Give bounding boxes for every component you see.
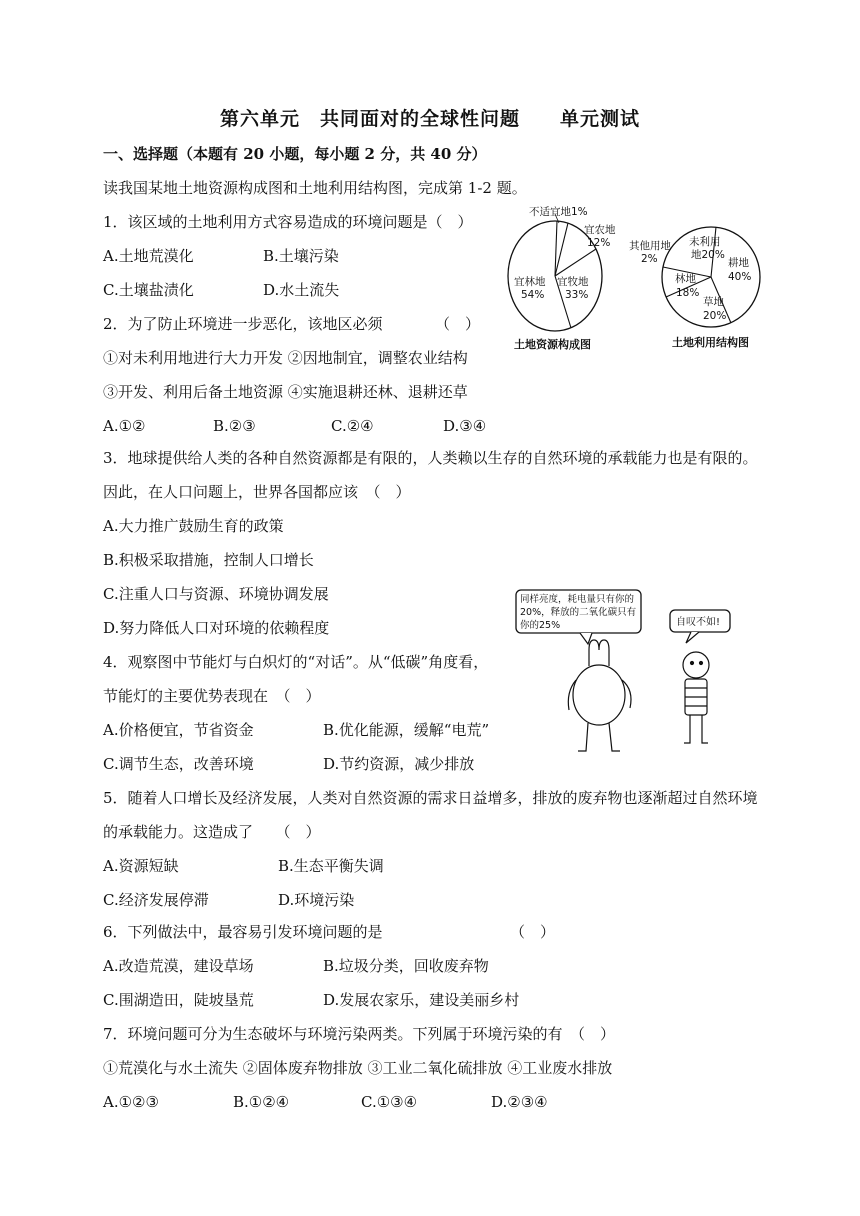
question-1-option-b: B.土壤污染 xyxy=(263,247,339,265)
section-heading: 一、选择题（本题有 20 小题，每小题 2 分，共 40 分） xyxy=(103,145,487,163)
question-6-option-b: B.垃圾分类，回收废弃物 xyxy=(323,957,489,975)
question-2-option-d: D.③④ xyxy=(443,417,487,435)
question-2-statement-1: ①对未利用地进行大力开发 ②因地制宜，调整农业结构 xyxy=(103,349,468,367)
question-7-option-c: C.①③④ xyxy=(361,1093,418,1111)
question-3-option-d: D.努力降低人口对环境的依赖程度 xyxy=(103,619,330,637)
question-5-option-d: D.环境污染 xyxy=(278,891,355,909)
question-4-option-d: D.节约资源，减少排放 xyxy=(323,755,475,773)
lamp-tube-icon xyxy=(589,640,609,650)
question-1-option-a: A.土地荒漠化 xyxy=(103,247,194,265)
question-6-option-a: A.改造荒漠，建设草场 xyxy=(103,957,254,975)
question-2-stem: 2．为了防止环境进一步恶化，该地区必须 （ ） xyxy=(103,315,481,333)
land-use-caption: 土地利用结构图 xyxy=(672,336,749,349)
question-1-stem: 1．该区域的土地利用方式容易造成的环境问题是（ ） xyxy=(103,213,473,231)
slice-value-cropland: 40% xyxy=(728,271,752,283)
bulb-speech-line-1: 同样亮度，耗电量只有你的 xyxy=(520,594,635,605)
question-2-option-a: A.①② xyxy=(103,417,146,435)
question-5-option-c: C.经济发展停滞 xyxy=(103,891,209,909)
energy-saving-lamp-character xyxy=(568,640,631,751)
question-4-stem-line-1: 4．观察图中节能灯与白炽灯的“对话”。从“低碳”角度看， xyxy=(103,653,489,671)
question-5-option-b: B.生态平衡失调 xyxy=(278,857,384,875)
bulb-eye xyxy=(700,662,703,665)
slice-label-forest: 宜林地 xyxy=(514,276,546,288)
question-5-stem-line-2: 的承载能力。这造成了 （ ） xyxy=(103,823,321,841)
slice-label-farmland: 宜农地 xyxy=(584,224,616,236)
question-2-option-c: C.②④ xyxy=(331,417,374,435)
question-3-option-a: A.大力推广鼓励生育的政策 xyxy=(103,517,284,535)
slice-value-forest: 54% xyxy=(521,289,545,301)
slice-label-other: 其他用地 xyxy=(629,240,671,252)
slice-label-unused-line-2: 地20% xyxy=(691,249,725,261)
slice-label-unused-line-1: 未利用 xyxy=(689,236,721,248)
lamp-leg xyxy=(578,723,588,751)
lamp-speech-text: 自叹不如! xyxy=(676,617,721,628)
question-2-statement-2: ③开发、利用后备土地资源 ④实施退耕还林、退耕还草 xyxy=(103,383,468,401)
question-4-option-a: A.价格便宜，节省资金 xyxy=(103,721,254,739)
question-6-stem: 6．下列做法中，最容易引发环境问题的是 （ ） xyxy=(103,923,556,941)
bulb-speech-line-2: 20%，释放的二氧化碳只有 xyxy=(520,607,637,618)
question-7-option-d: D.②③④ xyxy=(491,1093,548,1111)
question-2-option-b: B.②③ xyxy=(213,417,256,435)
question-3-stem-line-2: 因此，在人口问题上，世界各国都应该 （ ） xyxy=(103,483,411,501)
intro-text: 读我国某地土地资源构成图和土地利用结构图，完成第 1-2 题。 xyxy=(103,179,527,197)
page-title: 第六单元 共同面对的全球性问题 单元测试 xyxy=(219,108,640,130)
question-3-option-c: C.注重人口与资源、环境协调发展 xyxy=(103,585,329,603)
slice-label-unsuitable: 不适宜地1% xyxy=(529,206,588,218)
question-4-option-b: B.优化能源，缓解“电荒” xyxy=(323,721,490,739)
question-3-stem-line-1: 3．地球提供给人类的各种自然资源都是有限的，人类赖以生存的自然环境的承载能力也是有限的。 xyxy=(103,449,758,467)
bulb-eye xyxy=(691,662,694,665)
question-4-option-c: C.调节生态，改善环境 xyxy=(103,755,254,773)
land-resource-figure xyxy=(505,205,616,355)
slice-value-pasture: 33% xyxy=(565,289,589,301)
bulb-head-icon xyxy=(683,652,709,678)
cartoon-figure xyxy=(510,588,745,758)
question-5-stem-line-1: 5．随着人口增长及经济发展，人类对自然资源的需求日益增多，排放的废弃物也逐渐超过自然环境 xyxy=(103,789,758,807)
land-resource-caption: 土地资源构成图 xyxy=(514,338,591,351)
question-4-stem-line-2: 节能灯的主要优势表现在 （ ） xyxy=(103,687,321,705)
question-1-option-d: D.水土流失 xyxy=(263,281,340,299)
question-7-option-b: B.①②④ xyxy=(233,1093,290,1111)
land-use-figure xyxy=(628,222,763,355)
slice-label-woodland: 林地 xyxy=(675,273,696,285)
question-5-option-a: A.资源短缺 xyxy=(103,857,179,875)
slice-value-farmland: 12% xyxy=(587,237,611,249)
slice-label-cropland: 耕地 xyxy=(728,257,749,269)
lamp-leg xyxy=(609,723,620,751)
bulb-speech-line-3: 你的25% xyxy=(520,620,561,631)
slice-value-woodland: 18% xyxy=(676,287,700,299)
question-1-option-c: C.土壤盐渍化 xyxy=(103,281,194,299)
lamp-body xyxy=(573,665,625,725)
question-6-option-d: D.发展农家乐，建设美丽乡村 xyxy=(323,991,520,1009)
question-7-statement-1: ①荒漠化与水土流失 ②固体废弃物排放 ③工业二氧化硫排放 ④工业废水排放 xyxy=(103,1059,613,1077)
bulb-leg xyxy=(684,715,690,743)
question-7-stem: 7．环境问题可分为生态破坏与环境污染两类。下列属于环境污染的有 （ ） xyxy=(103,1025,616,1043)
slice-label-grassland: 草地 xyxy=(703,296,724,308)
lamp-speech-tail xyxy=(686,632,699,643)
slice-label-pasture: 宜牧地 xyxy=(557,276,589,288)
question-7-option-a: A.①②③ xyxy=(103,1093,159,1111)
slice-value-other: 2% xyxy=(641,253,658,265)
incandescent-bulb-character xyxy=(683,652,709,743)
slice-value-grassland: 20% xyxy=(703,310,727,322)
question-3-option-b: B.积极采取措施，控制人口增长 xyxy=(103,551,314,569)
bulb-leg xyxy=(702,715,708,743)
question-6-option-c: C.围湖造田，陡坡垦荒 xyxy=(103,991,254,1009)
